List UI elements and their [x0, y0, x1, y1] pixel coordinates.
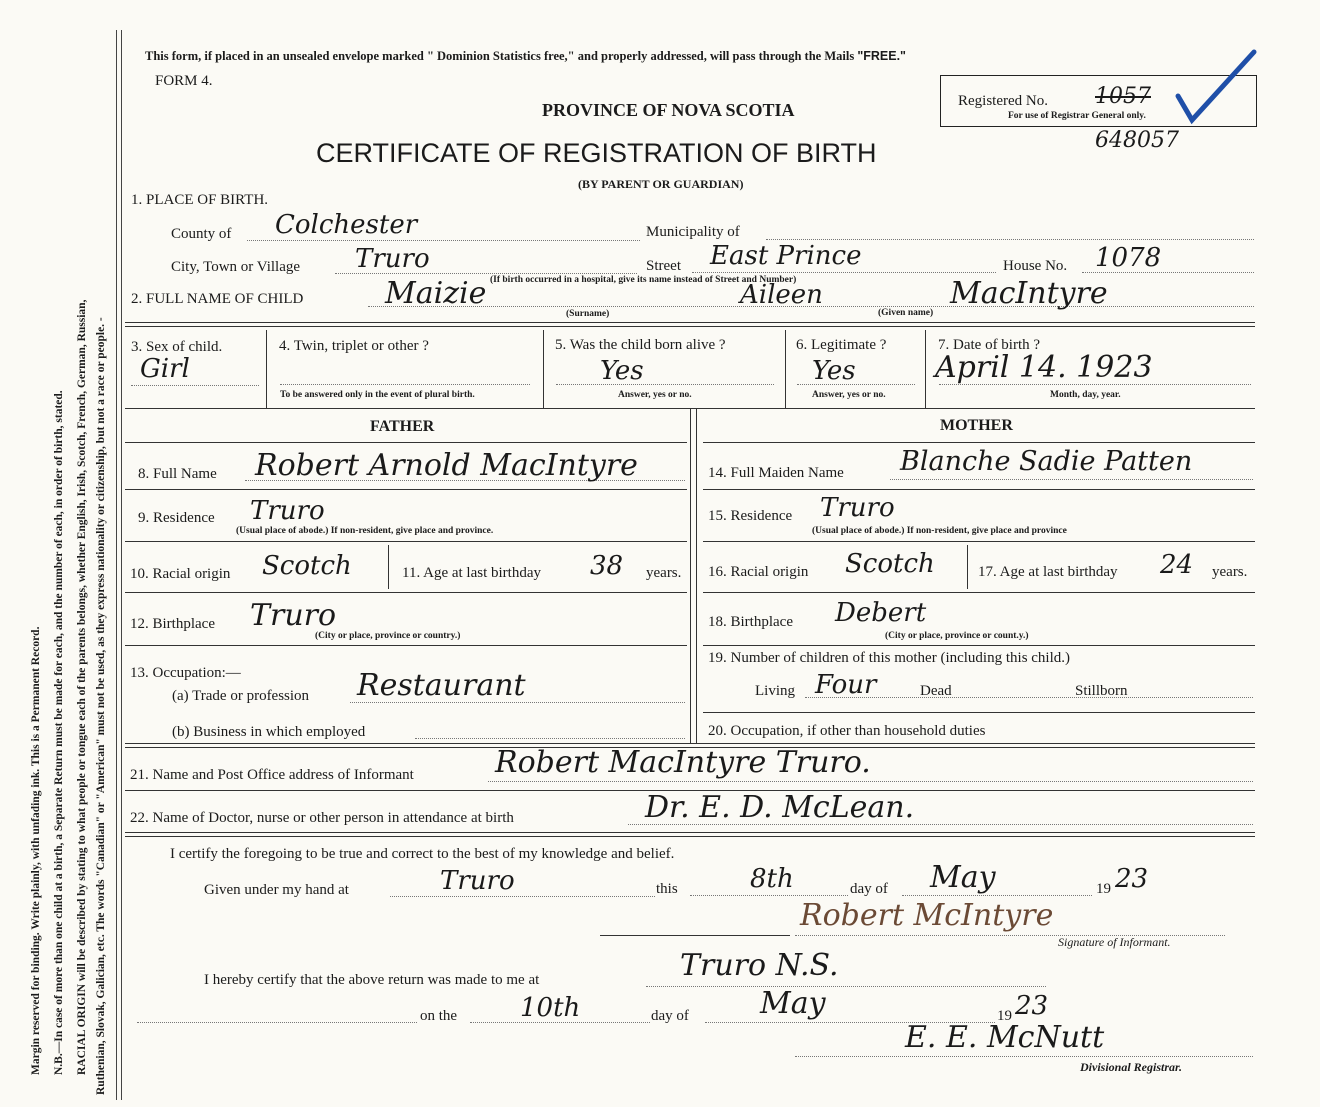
hospital-note: (If birth occurred in a hospital, give its name instead of Street and Number) — [490, 275, 797, 285]
living-label: Living — [755, 683, 795, 699]
dob-label: 7. Date of birth ? — [938, 337, 1041, 353]
certify-month-value: May — [930, 860, 996, 895]
twin-label: 4. Twin, triplet or other ? — [279, 338, 429, 354]
day-of-label: day of — [850, 881, 888, 897]
street-label: Street — [646, 258, 681, 274]
mother-name-label: 14. Full Maiden Name — [708, 465, 844, 481]
legitimate-label: 6. Legitimate ? — [796, 337, 887, 353]
return-label: I hereby certify that the above return was made to me at — [204, 972, 540, 988]
signature-caption: Signature of Informant. — [1058, 935, 1171, 949]
given-at-label: Given under my hand at — [204, 882, 349, 898]
margin-note-racial-origin-cont: Ruthenian, Slovak, Galician, etc. The words "Canadian" or "American" must not be used, as they express nationality or citizenship, but not a race or people. - — [95, 317, 107, 1095]
certify-year-prefix: 19 — [1096, 881, 1111, 897]
return-day-of-label: day of — [651, 1008, 689, 1024]
mother-age-value: 24 — [1160, 550, 1194, 580]
alive-note: Answer, yes or no. — [618, 390, 692, 400]
dead-label: Dead — [920, 683, 952, 699]
form-number: FORM 4. — [155, 73, 213, 89]
mother-residence-value: Truro — [820, 493, 895, 523]
mail-notice-text: This form, if placed in an unsealed envelope marked " Dominion Statistics free," and properly addressed, will pass through the Mails — [145, 49, 858, 63]
registered-number: 1057 — [1095, 84, 1151, 109]
twin-note: To be answered only in the event of plural birth. — [280, 390, 475, 400]
legitimate-note: Answer, yes or no. — [812, 390, 886, 400]
dob-caption: Month, day, year. — [1050, 390, 1121, 400]
return-month-value: May — [760, 986, 826, 1021]
margin-rule — [116, 30, 117, 1100]
father-residence-label: 9. Residence — [138, 510, 215, 526]
father-name-value: Robert Arnold MacIntyre — [255, 448, 638, 483]
father-birthplace-value: Truro — [250, 598, 337, 633]
informant-signature: Robert McIntyre — [800, 898, 1054, 933]
margin-notes — [0, 0, 118, 1107]
father-race-value: Scotch — [262, 551, 352, 581]
house-value: 1078 — [1095, 243, 1162, 273]
stillborn-label: Stillborn — [1075, 683, 1128, 699]
mail-notice-free: "FREE." — [857, 49, 906, 63]
sex-label: 3. Sex of child. — [131, 339, 223, 355]
province-heading: PROVINCE OF NOVA SCOTIA — [542, 100, 795, 120]
mother-years-label: years. — [1212, 564, 1248, 580]
dob-value: April 14. 1923 — [935, 350, 1153, 385]
mother-race-value: Scotch — [845, 549, 935, 579]
checkmark-icon — [1170, 48, 1260, 128]
margin-note-racial-origin: RACIAL ORIGIN will be described by stating to what people or tongue each of the parents belongs, whether English, Irish, Scotch, French, German, Russian, — [76, 299, 88, 1075]
father-race-label: 10. Racial origin — [130, 566, 231, 582]
certificate-title: CERTIFICATE OF REGISTRATION OF BIRTH — [316, 138, 877, 168]
father-age-label: 11. Age at last birthday — [402, 565, 541, 581]
place-heading: 1. PLACE OF BIRTH. — [131, 192, 269, 208]
child-given-name: MacIntyre — [950, 276, 1108, 311]
this-label: this — [656, 881, 678, 897]
child-middle-name: Aileen — [740, 280, 823, 310]
registrar-caption: Divisional Registrar. — [1080, 1060, 1183, 1074]
father-residence-note: (Usual place of abode.) If non-resident, give place and province. — [236, 526, 494, 536]
father-residence-value: Truro — [250, 496, 325, 526]
mother-race-label: 16. Racial origin — [708, 564, 809, 580]
margin-note-binding: Margin reserved for binding. Write plainly, with unfading ink. This is a Permanent Record. — [30, 626, 42, 1075]
doctor-label: 22. Name of Doctor, nurse or other person in attendance at birth — [130, 810, 514, 826]
father-birthplace-label: 12. Birthplace — [130, 616, 215, 632]
mother-birthplace-label: 18. Birthplace — [708, 614, 793, 630]
business-label: (b) Business in which employed — [172, 724, 366, 740]
mother-residence-note: (Usual place of abode.) If non-resident, give place and province — [812, 526, 1067, 536]
mother-birthplace-note: (City or place, province or count.y.) — [885, 631, 1029, 641]
certificate-subtitle: (BY PARENT OR GUARDIAN) — [578, 177, 744, 191]
mother-residence-label: 15. Residence — [708, 508, 793, 524]
certify-day-value: 8th — [750, 864, 794, 894]
return-day-value: 10th — [520, 993, 581, 1023]
informant-value: Robert MacIntyre Truro. — [495, 745, 871, 780]
doctor-value: Dr. E. D. McLean. — [645, 790, 915, 825]
mother-heading: MOTHER — [940, 417, 1013, 434]
child-name-label: 2. FULL NAME OF CHILD — [131, 291, 304, 307]
registrar-use-note: For use of Registrar General only. — [1008, 111, 1146, 121]
return-place-value: Truro N.S. — [680, 948, 839, 983]
mail-notice — [145, 49, 906, 64]
father-name-label: 8. Full Name — [138, 466, 217, 482]
certify-statement: I certify the foregoing to be true and correct to the best of my knowledge and belief. — [170, 846, 675, 862]
legitimate-value: Yes — [812, 356, 856, 386]
handwritten-registration-number: 648057 — [1095, 128, 1179, 153]
father-years-label: years. — [646, 565, 682, 581]
margin-note-multiple-births: N.B.—In case of more than one child at a birth, a Separate Return must be made for each, and the number of each, in order of birth, stated. — [53, 390, 65, 1075]
living-value: Four — [815, 670, 877, 700]
mother-birthplace-value: Debert — [835, 598, 927, 628]
informant-label: 21. Name and Post Office address of Informant — [130, 767, 414, 783]
mother-name-value: Blanche Sadie Patten — [900, 446, 1193, 477]
children-count-label: 19. Number of children of this mother (including this child.) — [708, 650, 1071, 666]
father-age-value: 38 — [590, 551, 624, 581]
registered-label: Registered No. — [958, 93, 1048, 109]
child-surname: Maizie — [385, 276, 487, 311]
alive-label: 5. Was the child born alive ? — [555, 337, 726, 353]
registrar-signature: E. E. McNutt — [905, 1020, 1105, 1055]
city-value: Truro — [355, 244, 430, 274]
surname-caption: (Surname) — [566, 309, 610, 319]
mother-occupation-label: 20. Occupation, if other than household duties — [708, 723, 986, 739]
alive-value: Yes — [600, 356, 644, 386]
county-value: Colchester — [275, 210, 418, 240]
given-place-value: Truro — [440, 866, 515, 896]
trade-value: Restaurant — [357, 668, 526, 703]
given-name-caption: (Given name) — [878, 308, 934, 318]
certify-year-value: 23 — [1115, 864, 1149, 894]
mother-age-label: 17. Age at last birthday — [978, 564, 1118, 580]
return-year-value: 23 — [1015, 991, 1049, 1021]
margin-rule-inner — [121, 30, 122, 1100]
street-value: East Prince — [710, 241, 862, 271]
trade-label: (a) Trade or profession — [172, 688, 310, 704]
house-label: House No. — [1003, 258, 1068, 274]
father-occupation-label: 13. Occupation:— — [130, 665, 241, 681]
municipality-label: Municipality of — [646, 224, 740, 240]
city-label: City, Town or Village — [171, 259, 301, 275]
return-year-prefix: 19 — [997, 1008, 1012, 1024]
county-label: County of — [171, 226, 232, 242]
sex-value: Girl — [140, 354, 190, 384]
on-the-label: on the — [420, 1008, 458, 1024]
father-birthplace-note: (City or place, province or country.) — [315, 631, 461, 641]
father-heading: FATHER — [370, 418, 435, 435]
